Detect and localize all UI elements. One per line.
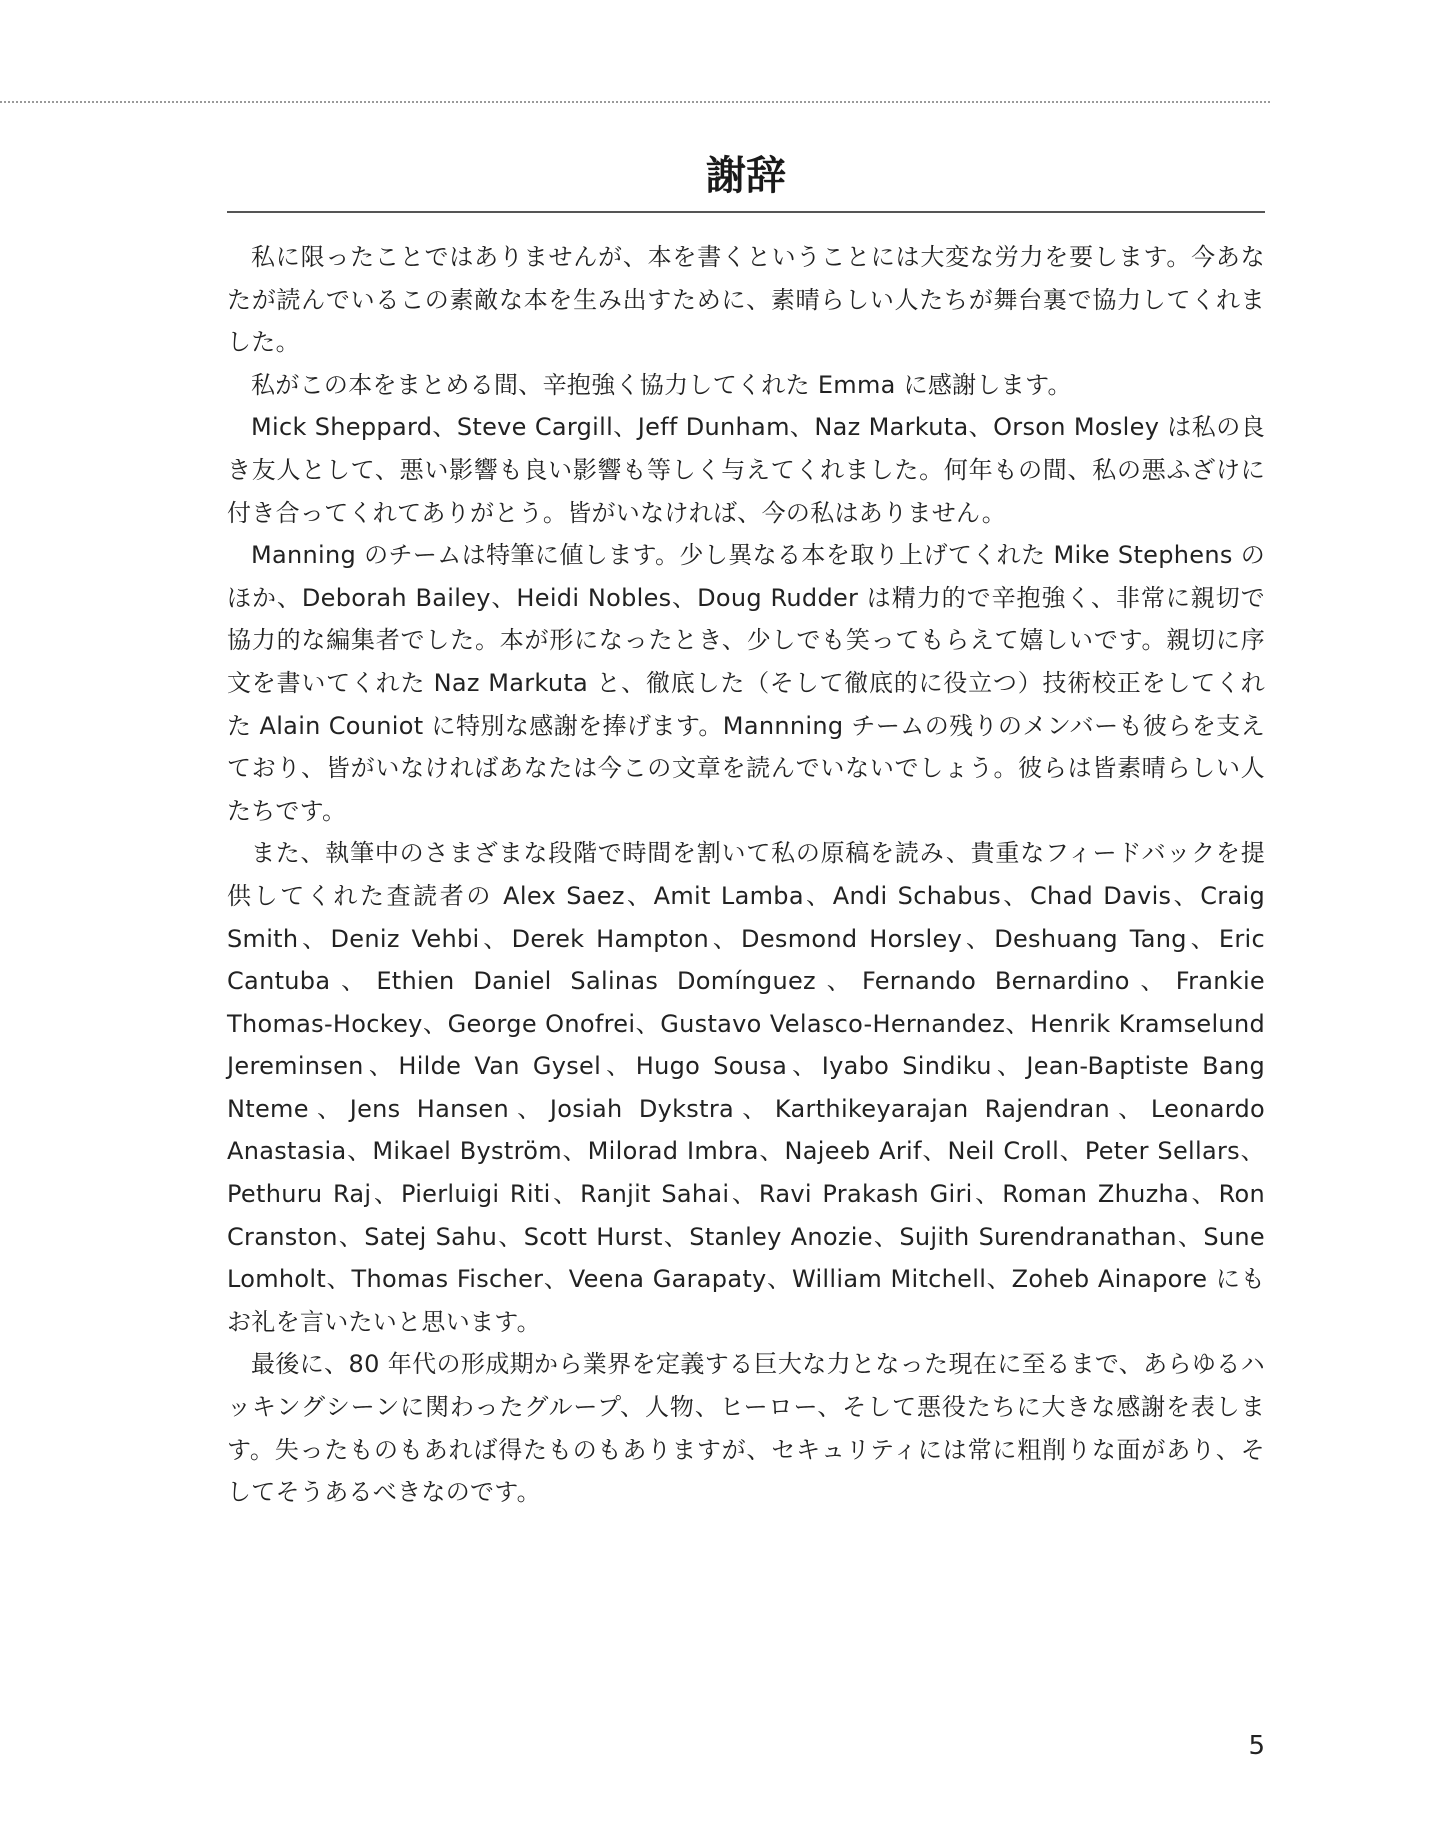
body-text	[227, 236, 1265, 1514]
page-number: 5	[1248, 1731, 1265, 1761]
paragraph-friends: Mick Sheppard、Steve Cargill、Jeff Dunham、Naz Markuta、Orson Mosley は私の良き友人として、悪い影響も良い影響も等しく与えてくれました。何年もの間、私の悪ふざけに付き合ってくれてありがとう。皆がいなければ、今の私はありません。	[227, 413, 1265, 527]
paragraph-emma: 私がこの本をまとめる間、辛抱強く協力してくれた Emma に感謝します。	[251, 370, 1072, 399]
paragraph-closing: 最後に、80 年代の形成期から業界を定義する巨大な力となった現在に至るまで、あらゆるハッキングシーンに関わったグループ、人物、ヒーロー、そして悪役たちに大きな感謝を表します。失ったものもあれば得たものもありますが、セキュリティには常に粗削りな面があり、そしてそうあるべきなのです。	[227, 1350, 1265, 1507]
title-underline	[227, 211, 1265, 213]
paragraph-manning-team: Manning のチームは特筆に値します。少し異なる本を取り上げてくれた Mike Stephens のほか、Deborah Bailey、Heidi Nobles、Doug Rudder は精力的で辛抱強く、非常に親切で協力的な編集者でした。本が形になったとき、少しでも笑ってもらえて嬉しいです。親切に序文を書いてくれた Naz Markuta と、徹底した（そして徹底的に役立つ）技術校正をしてくれた Alain Couniot に特別な感謝を捧げます。Mannning チームの残りのメンバーも彼らを支えており、皆がいなければあなたは今この文章を読んでいないでしょう。彼らは皆素晴らしい人たちです。	[227, 541, 1265, 825]
paragraph-intro: 私に限ったことではありませんが、本を書くということには大変な労力を要します。今あなたが読んでいるこの素敵な本を生み出すために、素晴らしい人たちが舞台裏で協力してくれました。	[227, 243, 1265, 357]
page-title: 謝辞	[706, 153, 786, 199]
paragraph-reviewers: また、執筆中のさまざまな段階で時間を割いて私の原稿を読み、貴重なフィードバックを提供してくれた査読者の Alex Saez、Amit Lamba、Andi Schabus、Chad Davis、Craig Smith、Deniz Vehbi、Derek Hampton、Desmond Horsley、Deshuang Tang、Eric Cantuba、Ethien Daniel Salinas Domínguez、Fernando Bernardino、Frankie Thomas-Hockey、George Onofrei、Gustavo Velasco-Hernandez、Henrik Kramselund Jereminsen、Hilde Van Gysel、Hugo Sousa、Iyabo Sindiku、Jean-Baptiste Bang Nteme、Jens Hansen、Josiah Dykstra、Karthikeyarajan Rajendran、Leonardo Anastasia、Mikael Byström、Milorad Imbra、Najeeb Arif、Neil Croll、Peter Sellars、Pethuru Raj、Pierluigi Riti、Ranjit Sahai、Ravi Prakash Giri、Roman Zhuzha、Ron Cranston、Satej Sahu、Scott Hurst、Stanley Anozie、Sujith Surendranathan、Sune Lomholt、Thomas Fischer、Veena Garapaty、William Mitchell、Zoheb Ainapore にもお礼を言いたいと思います。	[227, 839, 1265, 1336]
header-dotted-rule	[0, 101, 1270, 103]
